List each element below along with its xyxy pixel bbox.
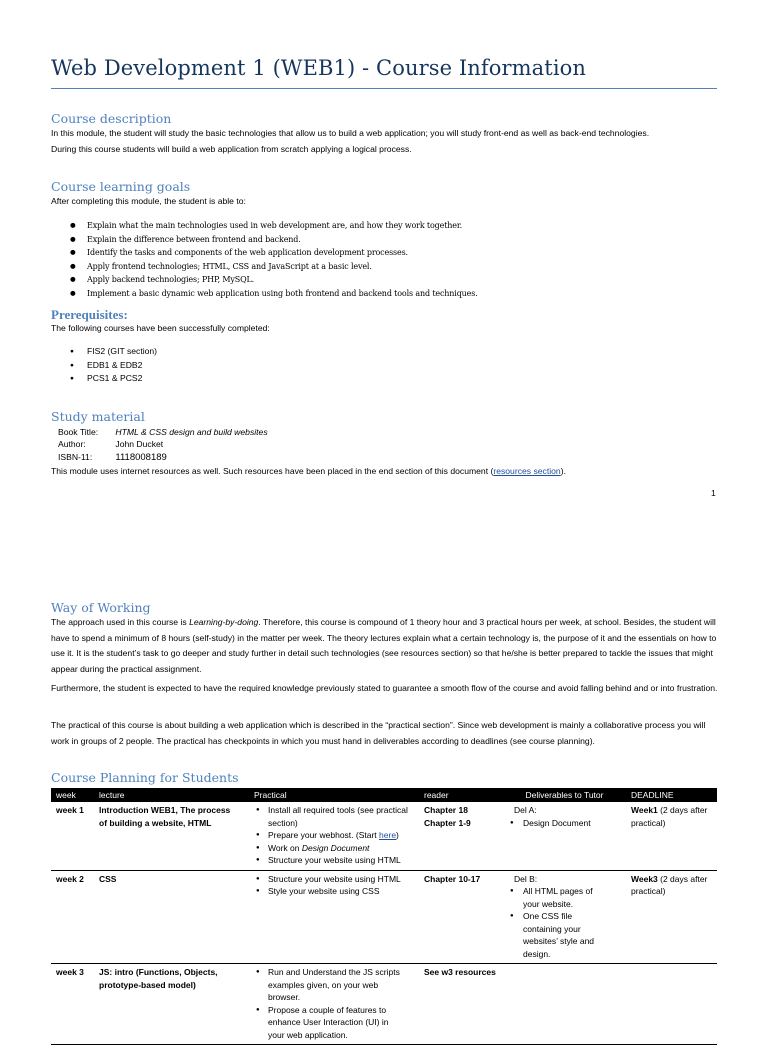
learning-goal-item: ● Implement a basic dynamic web application using both frontend and backend tools and techniques. (70, 287, 478, 301)
book-title-label: Book Title: (58, 427, 99, 437)
book-title-row (58, 426, 268, 438)
prerequisite-item: ● PCS1 & PCS2 (70, 372, 157, 386)
course-planning-heading: Course Planning for Students (51, 770, 239, 785)
wow-p1-a: The approach used in this course is (51, 617, 190, 627)
learning-goal-item: ● Apply backend technologies; PHP, MySQL. (70, 273, 478, 287)
practical-list (254, 966, 414, 1041)
practical-item (254, 829, 414, 842)
list-item: ● Design Document (508, 817, 621, 830)
note-text-before: This module uses internet resources as well. Such resources have been placed in the end section of this document ( (51, 466, 494, 476)
deadline-detail: (2 days after practical) (631, 873, 708, 896)
way-of-working-paragraph-1 (51, 615, 721, 677)
author-row (58, 438, 163, 450)
learning-goal-item: ● Explain the difference between frontend and backend. (70, 233, 478, 247)
header-deadline: DEADLINE (626, 788, 717, 802)
row-practical (249, 964, 419, 1045)
deadline-week: Week1 (631, 805, 658, 815)
wow-p1-b: . Therefore, this course is compound of 1 theory hour and 3 practical hours per week, at school. Besides, the student will have to spend a minimum of 8 hours (self-study) in the matter per week. The theory lectures explain what a certain technology is, the purpose of it and the essentials on how to use it. It is the student’s task to go deeper and study further in detail such technologies (see resources section) so that he/she is better prepared to tackle the issues that might appear during the practical assignment. (51, 617, 717, 674)
prerequisites-heading: Prerequisites: (51, 307, 128, 322)
learning-goal-item: ● Apply frontend technologies; HTML, CSS and JavaScript at a basic level. (70, 260, 478, 274)
document-title: Web Development 1 (WEB1) - Course Information (51, 56, 587, 80)
row-deliverables (503, 964, 626, 1045)
row-practical (249, 870, 419, 964)
way-of-working-paragraph-3: The practical of this course is about building a web application which is described in the “practical section”. Since web development is mainly a collaborative process you will work in groups of 2 people. The practical has checkpoints in which you must hand in deliverables according to deadlines (see course planning). (51, 720, 706, 746)
course-description-heading: Course description (51, 111, 172, 126)
isbn-row (58, 451, 167, 464)
row-reader: Chapter 10-17 (419, 870, 503, 964)
page-number: 1 (711, 488, 716, 498)
practical-item (254, 842, 414, 855)
resources-section-link[interactable]: resources section (493, 466, 561, 476)
webhost-here-link[interactable]: here (379, 830, 397, 840)
table-row (51, 964, 717, 1045)
header-lecture: lecture (94, 788, 249, 802)
learning-goal-item: ● Identify the tasks and components of the web application development processes. (70, 246, 478, 260)
table-header-row (51, 788, 717, 802)
practical-item-text: Prepare your webhost. (Start (268, 830, 380, 840)
prerequisite-item: ● EDB1 & EDB2 (70, 359, 157, 373)
way-of-working-paragraph-2: Furthermore, the student is expected to have the required knowledge previously stated to guarantee a smooth flow of the course and avoid falling behind and or into frustration. (51, 683, 718, 693)
list-item: ● Run and Understand the JS scripts examples given, on your web browser. (254, 966, 406, 1004)
prerequisites-intro: The following courses have been successfully completed: (51, 323, 270, 333)
header-week: week (51, 788, 94, 802)
isbn-label: ISBN-11: (58, 452, 93, 462)
practical-item: ● Structure your website using HTML (254, 854, 414, 867)
prerequisite-item: ● FIS2 (GIT section) (70, 345, 157, 359)
table-row (51, 802, 717, 870)
list-item: ● Style your website using CSS (254, 885, 414, 898)
practical-list (254, 873, 414, 898)
deliverables-list (508, 817, 621, 830)
deadline-detail: (2 days after practical) (631, 805, 708, 828)
title-divider (51, 88, 717, 89)
list-item: ● Structure your website using HTML (254, 873, 414, 886)
learning-goals-intro: After completing this module, the student is able to: (51, 196, 246, 206)
way-of-working-heading: Way of Working (51, 600, 151, 615)
deliverable-label: Del A: (514, 805, 537, 815)
row-deadline (626, 802, 717, 870)
course-description-text (51, 126, 721, 157)
study-material-note (51, 464, 721, 480)
row-deadline (626, 870, 717, 964)
learning-goal-item: ● Explain what the main technologies used in web development are, and how they work together. (70, 219, 478, 233)
course-description-line2: During this course students will build a web application from scratch applying a logical process. (51, 143, 412, 154)
learning-goals-list (70, 219, 478, 301)
list-item: ● Propose a couple of features to enhance User Interaction (UI) in your web application. (254, 1004, 406, 1042)
course-description-line1: In this module, the student will study the basic technologies that allow us to build a web application; you will study front-end as well as back-end technologies. (51, 128, 650, 138)
table-row (51, 870, 717, 964)
practical-item-text: ) (396, 830, 399, 840)
practical-item: ● Install all required tools (see practical section) (254, 804, 414, 829)
deadline-week: Week3 (631, 873, 658, 884)
header-deliverables: Deliverables to Tutor (503, 788, 626, 802)
row-reader: Chapter 18 Chapter 1-9 (419, 802, 503, 870)
row-week: week 2 (51, 870, 94, 964)
practical-item-text: Work on (268, 842, 302, 853)
row-week: week 1 (51, 802, 94, 870)
wow-p1-emphasis: Learning-by-doing (189, 617, 259, 627)
course-planning-table (51, 788, 717, 1045)
row-lecture: JS: intro (Functions, Objects, prototype-based model) (94, 964, 249, 1045)
row-lecture: Introduction WEB1, The process of building a website, HTML (94, 802, 249, 870)
note-text-after: ). (560, 466, 566, 476)
study-material-heading: Study material (51, 409, 145, 424)
row-deadline (626, 964, 717, 1045)
header-reader: reader (419, 788, 503, 802)
author-value: John Ducket (115, 439, 164, 449)
row-lecture: CSS (94, 870, 249, 964)
author-label: Author: (58, 439, 86, 449)
deliverables-list (508, 885, 621, 960)
row-week: week 3 (51, 964, 94, 1045)
row-deliverables (503, 870, 626, 964)
list-item: ● All HTML pages of your website. (508, 885, 607, 910)
deliverable-label: Del B: (514, 873, 538, 884)
list-item: ● One CSS file containing your websites’ style and design. (508, 910, 607, 960)
isbn-value: 1118008189 (115, 452, 167, 463)
row-practical (249, 802, 419, 870)
header-practical: Practical (249, 788, 419, 802)
learning-goals-heading: Course learning goals (51, 179, 191, 194)
row-deliverables (503, 802, 626, 870)
practical-item-emphasis: Design Document (301, 842, 370, 853)
row-reader: See w3 resources (419, 964, 503, 1045)
book-title-value: HTML & CSS design and build websites (115, 427, 268, 437)
prerequisites-list (70, 345, 157, 386)
